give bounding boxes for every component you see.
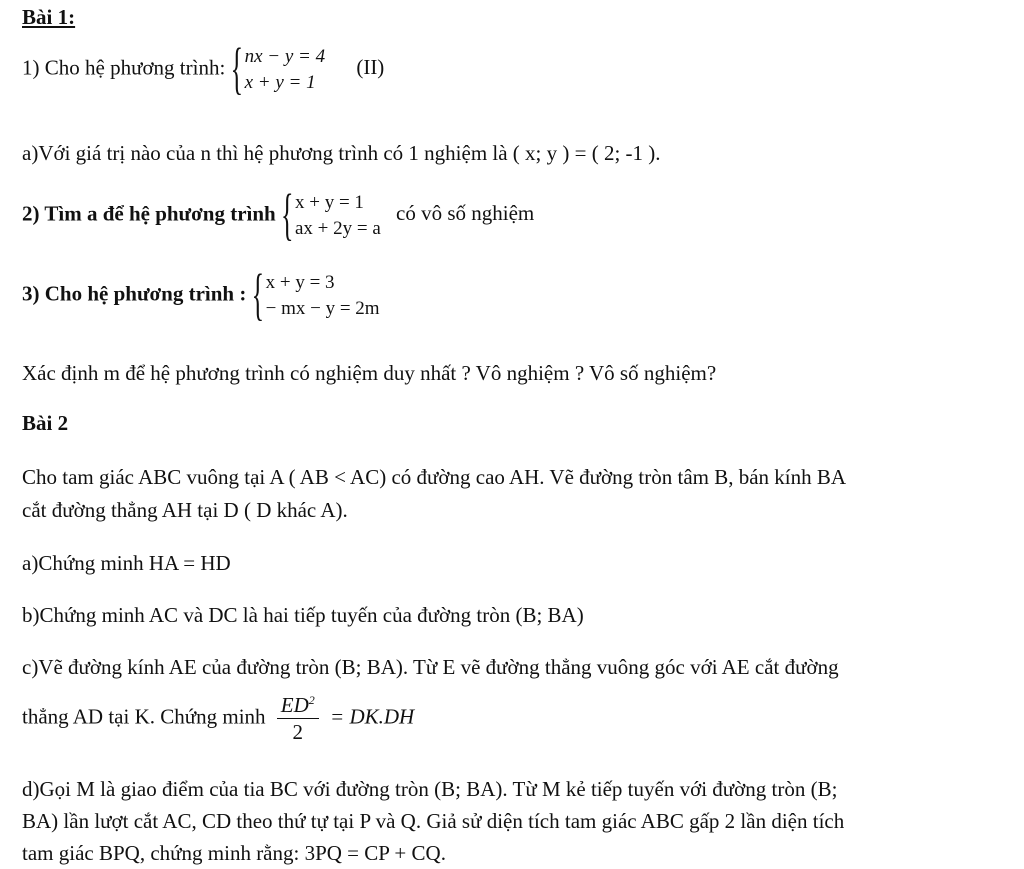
system-3: { x + y = 3 − mx − y = 2m [251,262,380,327]
system-ii: { nx − y = 4 x + y = 1 [230,36,326,101]
system-ii-eq1: nx − y = 4 [244,46,326,67]
bai1-title: Bài 1: [22,5,76,29]
system-3-eq1: x + y = 3 [265,272,335,293]
bai2-part-d-line1: d)Gọi M là giao điểm của tia BC với đường tròn (B; BA). Từ M kẻ tiếp tuyến với đường tròn (B; [22,777,838,801]
bai2-part-c-line1: c)Vẽ đường kính AE của đường tròn (B; BA). Từ E vẽ đường thẳng vuông góc với AE cắt đường [22,655,839,679]
fraction-numerator: ED [280,693,309,717]
part3-question: Xác định m để hệ phương trình có nghiệm duy nhất ? Vô nghiệm ? Vô số nghiệm? [22,361,717,385]
bai2-part-d-line2: BA) lần lượt cắt AC, CD theo thứ tự tại P và Q. Giả sử diện tích tam giác ABC gấp 2 lần diện tích [22,809,845,833]
system-tag: (II) [356,55,385,80]
fraction-denominator: 2 [292,720,304,745]
system-2: { x + y = 1 ax + 2y = a [280,182,381,247]
part-c-result: = DK.DH [330,704,415,729]
bai2-intro-line1: Cho tam giác ABC vuông tại A ( AB < AC) có đường cao AH. Vẽ đường tròn tâm B, bán kính BA [22,465,847,489]
system-2-eq1: x + y = 1 [294,192,364,213]
bai1-part1 [22,36,385,101]
bai2-part-d-line3: tam giác BPQ, chứng minh rằng: 3PQ = CP + CQ. [22,841,446,865]
bai1-part2 [22,182,535,247]
part2-tail: có vô số nghiệm [396,201,535,226]
bai2-title: Bài 2 [22,411,69,435]
fraction-ed2-over-2 [277,692,319,746]
part1a-question: a)Với giá trị nào của n thì hệ phương trình có 1 nghiệm là ( x; y ) = ( 2; -1 ). [22,141,661,165]
bai2-intro-line2: cắt đường thẳng AH tại D ( D khác A). [22,498,348,522]
system-2-eq2: ax + 2y = a [294,217,381,239]
bai2-part-c-line2 [22,692,414,746]
system-3-eq2: − mx − y = 2m [265,297,380,319]
part1-label: 1) Cho hệ phương trình: [22,55,226,80]
bai2-part-a: a)Chứng minh HA = HD [22,551,231,575]
part-c-prefix: thẳng AD tại K. Chứng minh [22,704,266,729]
part3-label: 3) Cho hệ phương trình : [22,281,247,306]
bai2-part-b: b)Chứng minh AC và DC là hai tiếp tuyến của đường tròn (B; BA) [22,603,584,627]
part2-label: 2) Tìm a để hệ phương trình [22,201,276,226]
fraction-exponent: 2 [308,693,315,707]
bai1-part3 [22,262,380,327]
system-ii-eq2: x + y = 1 [244,71,316,93]
